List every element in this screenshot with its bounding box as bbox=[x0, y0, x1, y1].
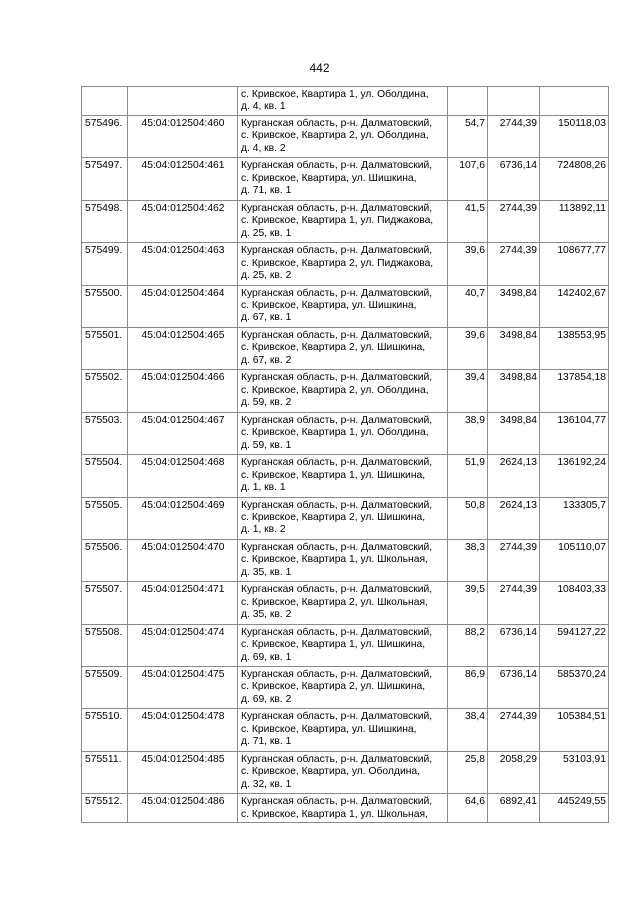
cell-price: 6892,41 bbox=[488, 794, 540, 823]
cell-cadastral-number: 45:04:012504:486 bbox=[128, 794, 238, 823]
cell-cost: 133305,7 bbox=[540, 497, 609, 539]
cell-price: 2624,13 bbox=[488, 497, 540, 539]
cell-price: 2058,29 bbox=[488, 751, 540, 793]
cell-cadastral-number: 45:04:012504:462 bbox=[128, 200, 238, 242]
cell-area: 64,6 bbox=[448, 794, 488, 823]
table-row bbox=[82, 667, 609, 709]
cell-number: 575503. bbox=[82, 412, 128, 454]
table-row bbox=[82, 539, 609, 581]
table-row bbox=[82, 158, 609, 200]
cell-area: 86,9 bbox=[448, 667, 488, 709]
cell-number: 575499. bbox=[82, 243, 128, 285]
cell-cost: 53103,91 bbox=[540, 751, 609, 793]
table-row bbox=[82, 412, 609, 454]
cell-address: Курганская область, р-н. Далматовский, с. Кривское, Квартира 2, ул. Оболдина, д. 4, кв. 2 bbox=[238, 116, 448, 158]
table-row bbox=[82, 116, 609, 158]
cell-number: 575506. bbox=[82, 539, 128, 581]
property-table bbox=[81, 86, 609, 823]
cell-address: Курганская область, р-н. Далматовский, с. Кривское, Квартира 2, ул. Шишкина, д. 67, кв. 2 bbox=[238, 327, 448, 369]
cell-price: 3498,84 bbox=[488, 327, 540, 369]
table-row-continuation bbox=[82, 87, 609, 116]
cell-cadastral-number: 45:04:012504:469 bbox=[128, 497, 238, 539]
cell-price: 2744,39 bbox=[488, 709, 540, 751]
cell-cadastral-number: 45:04:012504:466 bbox=[128, 370, 238, 412]
cell-price: 3498,84 bbox=[488, 412, 540, 454]
cell-address: Курганская область, р-н. Далматовский, с. Кривское, Квартира 2, ул. Школьная, д. 35, кв. 2 bbox=[238, 582, 448, 624]
cell-area: 88,2 bbox=[448, 624, 488, 666]
table-row bbox=[82, 200, 609, 242]
cell-cost: 113892,11 bbox=[540, 200, 609, 242]
cell-price: 2744,39 bbox=[488, 243, 540, 285]
cell-cadastral-number: 45:04:012504:468 bbox=[128, 455, 238, 497]
cell-address: Курганская область, р-н. Далматовский, с. Кривское, Квартира 2, ул. Шишкина, д. 69, кв. 2 bbox=[238, 667, 448, 709]
cell-cost: 724808,26 bbox=[540, 158, 609, 200]
cell-cadastral-number: 45:04:012504:475 bbox=[128, 667, 238, 709]
cell-number: 575509. bbox=[82, 667, 128, 709]
cell-cost: 108677,77 bbox=[540, 243, 609, 285]
table-row bbox=[82, 370, 609, 412]
cell-cost: 445249,55 bbox=[540, 794, 609, 823]
cell-number bbox=[82, 87, 128, 116]
cell-number: 575508. bbox=[82, 624, 128, 666]
cell-number: 575501. bbox=[82, 327, 128, 369]
cell-cost bbox=[540, 87, 609, 116]
cell-cost: 150118,03 bbox=[540, 116, 609, 158]
cell-cadastral-number: 45:04:012504:463 bbox=[128, 243, 238, 285]
table-row bbox=[82, 794, 609, 823]
table-row bbox=[82, 624, 609, 666]
cell-cost: 137854,18 bbox=[540, 370, 609, 412]
cell-number: 575500. bbox=[82, 285, 128, 327]
cell-area: 38,4 bbox=[448, 709, 488, 751]
cell-cadastral-number: 45:04:012504:464 bbox=[128, 285, 238, 327]
cell-address: Курганская область, р-н. Далматовский, с. Кривское, Квартира 1, ул. Пиджакова, д. 25, кв. 1 bbox=[238, 200, 448, 242]
cell-price: 2624,13 bbox=[488, 455, 540, 497]
table-row bbox=[82, 709, 609, 751]
cell-address: Курганская область, р-н. Далматовский, с. Кривское, Квартира 1, ул. Шишкина, д. 1, кв. 1 bbox=[238, 455, 448, 497]
cell-cost: 136192,24 bbox=[540, 455, 609, 497]
cell-price: 2744,39 bbox=[488, 582, 540, 624]
cell-area: 50,8 bbox=[448, 497, 488, 539]
cell-cadastral-number: 45:04:012504:461 bbox=[128, 158, 238, 200]
cell-area: 107,6 bbox=[448, 158, 488, 200]
cell-cost: 594127,22 bbox=[540, 624, 609, 666]
table-row bbox=[82, 327, 609, 369]
table-row bbox=[82, 497, 609, 539]
cell-area: 39,5 bbox=[448, 582, 488, 624]
cell-address: Курганская область, р-н. Далматовский, с. Кривское, Квартира 1, ул. Школьная, bbox=[238, 794, 448, 823]
cell-cadastral-number: 45:04:012504:478 bbox=[128, 709, 238, 751]
table-row bbox=[82, 285, 609, 327]
cell-number: 575511. bbox=[82, 751, 128, 793]
cell-area: 41,5 bbox=[448, 200, 488, 242]
cell-area: 51,9 bbox=[448, 455, 488, 497]
cell-area: 39,6 bbox=[448, 327, 488, 369]
cell-area: 38,3 bbox=[448, 539, 488, 581]
cell-cadastral-number: 45:04:012504:470 bbox=[128, 539, 238, 581]
cell-area: 39,4 bbox=[448, 370, 488, 412]
cell-address: Курганская область, р-н. Далматовский, с. Кривское, Квартира, ул. Шишкина, д. 71, кв. 1 bbox=[238, 709, 448, 751]
cell-cadastral-number: 45:04:012504:465 bbox=[128, 327, 238, 369]
cell-cadastral-number: 45:04:012504:485 bbox=[128, 751, 238, 793]
cell-number: 575498. bbox=[82, 200, 128, 242]
cell-price: 3498,84 bbox=[488, 370, 540, 412]
cell-cost: 108403,33 bbox=[540, 582, 609, 624]
cell-price: 2744,39 bbox=[488, 539, 540, 581]
cell-price: 6736,14 bbox=[488, 667, 540, 709]
cell-price: 6736,14 bbox=[488, 158, 540, 200]
table-body bbox=[82, 87, 609, 823]
cell-address: с. Кривское, Квартира 1, ул. Оболдина, д. 4, кв. 1 bbox=[238, 87, 448, 116]
cell-area bbox=[448, 87, 488, 116]
cell-number: 575512. bbox=[82, 794, 128, 823]
cell-cost: 585370,24 bbox=[540, 667, 609, 709]
cell-address: Курганская область, р-н. Далматовский, с. Кривское, Квартира 1, ул. Оболдина, д. 59, кв. 1 bbox=[238, 412, 448, 454]
cell-number: 575505. bbox=[82, 497, 128, 539]
cell-price bbox=[488, 87, 540, 116]
cell-address: Курганская область, р-н. Далматовский, с. Кривское, Квартира, ул. Шишкина, д. 71, кв. 1 bbox=[238, 158, 448, 200]
cell-number: 575507. bbox=[82, 582, 128, 624]
cell-cost: 136104,77 bbox=[540, 412, 609, 454]
cell-number: 575510. bbox=[82, 709, 128, 751]
cell-area: 25,8 bbox=[448, 751, 488, 793]
page-number: 442 bbox=[309, 61, 330, 75]
cell-address: Курганская область, р-н. Далматовский, с. Кривское, Квартира 1, ул. Шишкина, д. 69, кв. 1 bbox=[238, 624, 448, 666]
cell-cost: 105110,07 bbox=[540, 539, 609, 581]
cell-address: Курганская область, р-н. Далматовский, с. Кривское, Квартира 2, ул. Шишкина, д. 1, кв. 2 bbox=[238, 497, 448, 539]
cell-cost: 105384,51 bbox=[540, 709, 609, 751]
table-row bbox=[82, 751, 609, 793]
cell-cadastral-number: 45:04:012504:474 bbox=[128, 624, 238, 666]
cell-area: 40,7 bbox=[448, 285, 488, 327]
table-row bbox=[82, 455, 609, 497]
cell-cadastral-number: 45:04:012504:467 bbox=[128, 412, 238, 454]
cell-price: 2744,39 bbox=[488, 200, 540, 242]
cell-area: 39,6 bbox=[448, 243, 488, 285]
cell-address: Курганская область, р-н. Далматовский, с. Кривское, Квартира, ул. Оболдина, д. 32, кв. 1 bbox=[238, 751, 448, 793]
cell-price: 3498,84 bbox=[488, 285, 540, 327]
cell-cadastral-number: 45:04:012504:460 bbox=[128, 116, 238, 158]
cell-address: Курганская область, р-н. Далматовский, с. Кривское, Квартира 2, ул. Пиджакова, д. 25, кв. 2 bbox=[238, 243, 448, 285]
cell-cadastral-number: 45:04:012504:471 bbox=[128, 582, 238, 624]
cell-number: 575497. bbox=[82, 158, 128, 200]
cell-cost: 138553,95 bbox=[540, 327, 609, 369]
cell-number: 575502. bbox=[82, 370, 128, 412]
cell-cost: 142402,67 bbox=[540, 285, 609, 327]
cell-address: Курганская область, р-н. Далматовский, с. Кривское, Квартира, ул. Шишкина, д. 67, кв. 1 bbox=[238, 285, 448, 327]
cell-price: 6736,14 bbox=[488, 624, 540, 666]
cell-number: 575496. bbox=[82, 116, 128, 158]
cell-address: Курганская область, р-н. Далматовский, с. Кривское, Квартира 2, ул. Оболдина, д. 59, кв. 2 bbox=[238, 370, 448, 412]
cell-area: 54,7 bbox=[448, 116, 488, 158]
table-row bbox=[82, 243, 609, 285]
cell-number: 575504. bbox=[82, 455, 128, 497]
table-row bbox=[82, 582, 609, 624]
cell-cadastral-number bbox=[128, 87, 238, 116]
cell-area: 38,9 bbox=[448, 412, 488, 454]
cell-price: 2744,39 bbox=[488, 116, 540, 158]
cell-address: Курганская область, р-н. Далматовский, с. Кривское, Квартира 1, ул. Школьная, д. 35, кв. 1 bbox=[238, 539, 448, 581]
